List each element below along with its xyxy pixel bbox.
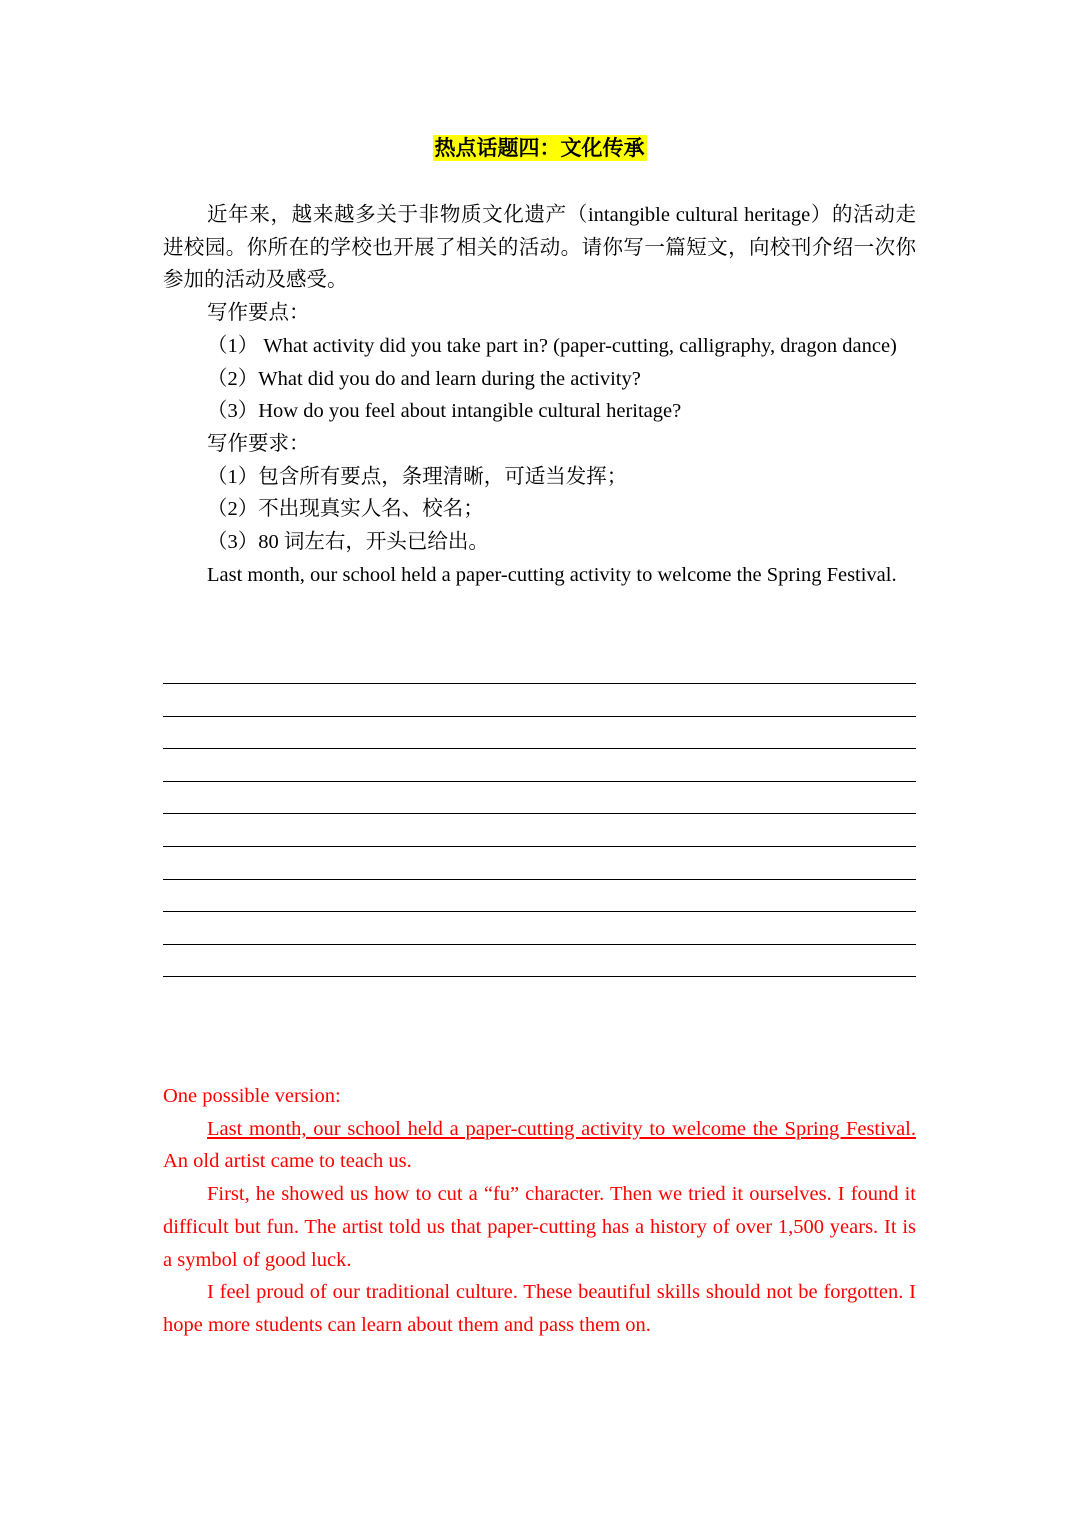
point-item-3: （3）How do you feel about intangible cultural heritage? bbox=[207, 400, 682, 423]
answer-paragraph-2: First, he showed us how to cut a “fu” character. Then we tried it ourselves. I found it difficult but fun. The artist told us that paper-cutting has a history of over 1,500 years. It is a symbol of good luck. bbox=[163, 1183, 916, 1271]
answer-label: One possible version: bbox=[163, 1085, 341, 1107]
document-page bbox=[163, 0, 916, 1527]
point-item-2: （2）What did you do and learn during the activity? bbox=[207, 367, 641, 390]
writing-line bbox=[163, 684, 916, 717]
writing-line bbox=[163, 880, 916, 913]
answer-section bbox=[163, 1080, 916, 1342]
prompt-section bbox=[163, 199, 916, 591]
requirements-heading: 写作要求： bbox=[207, 432, 310, 455]
page-title: 热点话题四：文化传承 bbox=[434, 136, 645, 160]
point-item-1: （1） What activity did you take part in? (paper-cutting, calligraphy, dragon dance) bbox=[207, 334, 897, 357]
opening-sentence: Last month, our school held a paper-cutting activity to welcome the Spring Festival. bbox=[207, 563, 897, 586]
writing-line bbox=[163, 847, 916, 880]
writing-line bbox=[163, 945, 916, 978]
writing-line bbox=[163, 717, 916, 750]
requirement-item-2: （2）不出现真实人名、校名； bbox=[207, 498, 484, 521]
writing-line bbox=[163, 749, 916, 782]
answer-paragraph-1-rest: An old artist came to teach us. bbox=[163, 1150, 412, 1173]
requirement-item-1: （1）包含所有要点，条理清晰，可适当发挥； bbox=[207, 465, 628, 488]
points-heading: 写作要点： bbox=[207, 302, 310, 325]
answer-opening-underlined: Last month, our school held a paper-cutting activity to welcome the Spring Festival. bbox=[207, 1117, 916, 1140]
writing-lines bbox=[163, 683, 916, 977]
writing-line bbox=[163, 912, 916, 945]
requirement-item-3: （3）80 词左右，开头已给出。 bbox=[207, 531, 489, 554]
answer-paragraph-3: I feel proud of our traditional culture. These beautiful skills should not be forgotten. I hope more students can learn about them and pass them on. bbox=[163, 1281, 916, 1336]
writing-line bbox=[163, 814, 916, 847]
answer-paragraph-1 bbox=[163, 1113, 916, 1178]
intro-paragraph: 近年来，越来越多关于非物质文化遗产（intangible cultural heritage）的活动走进校园。你所在的学校也开展了相关的活动。请你写一篇短文，向校刊介绍一次你参加的活动及感受。 bbox=[163, 204, 916, 292]
writing-line bbox=[163, 782, 916, 815]
title-row bbox=[163, 132, 916, 165]
